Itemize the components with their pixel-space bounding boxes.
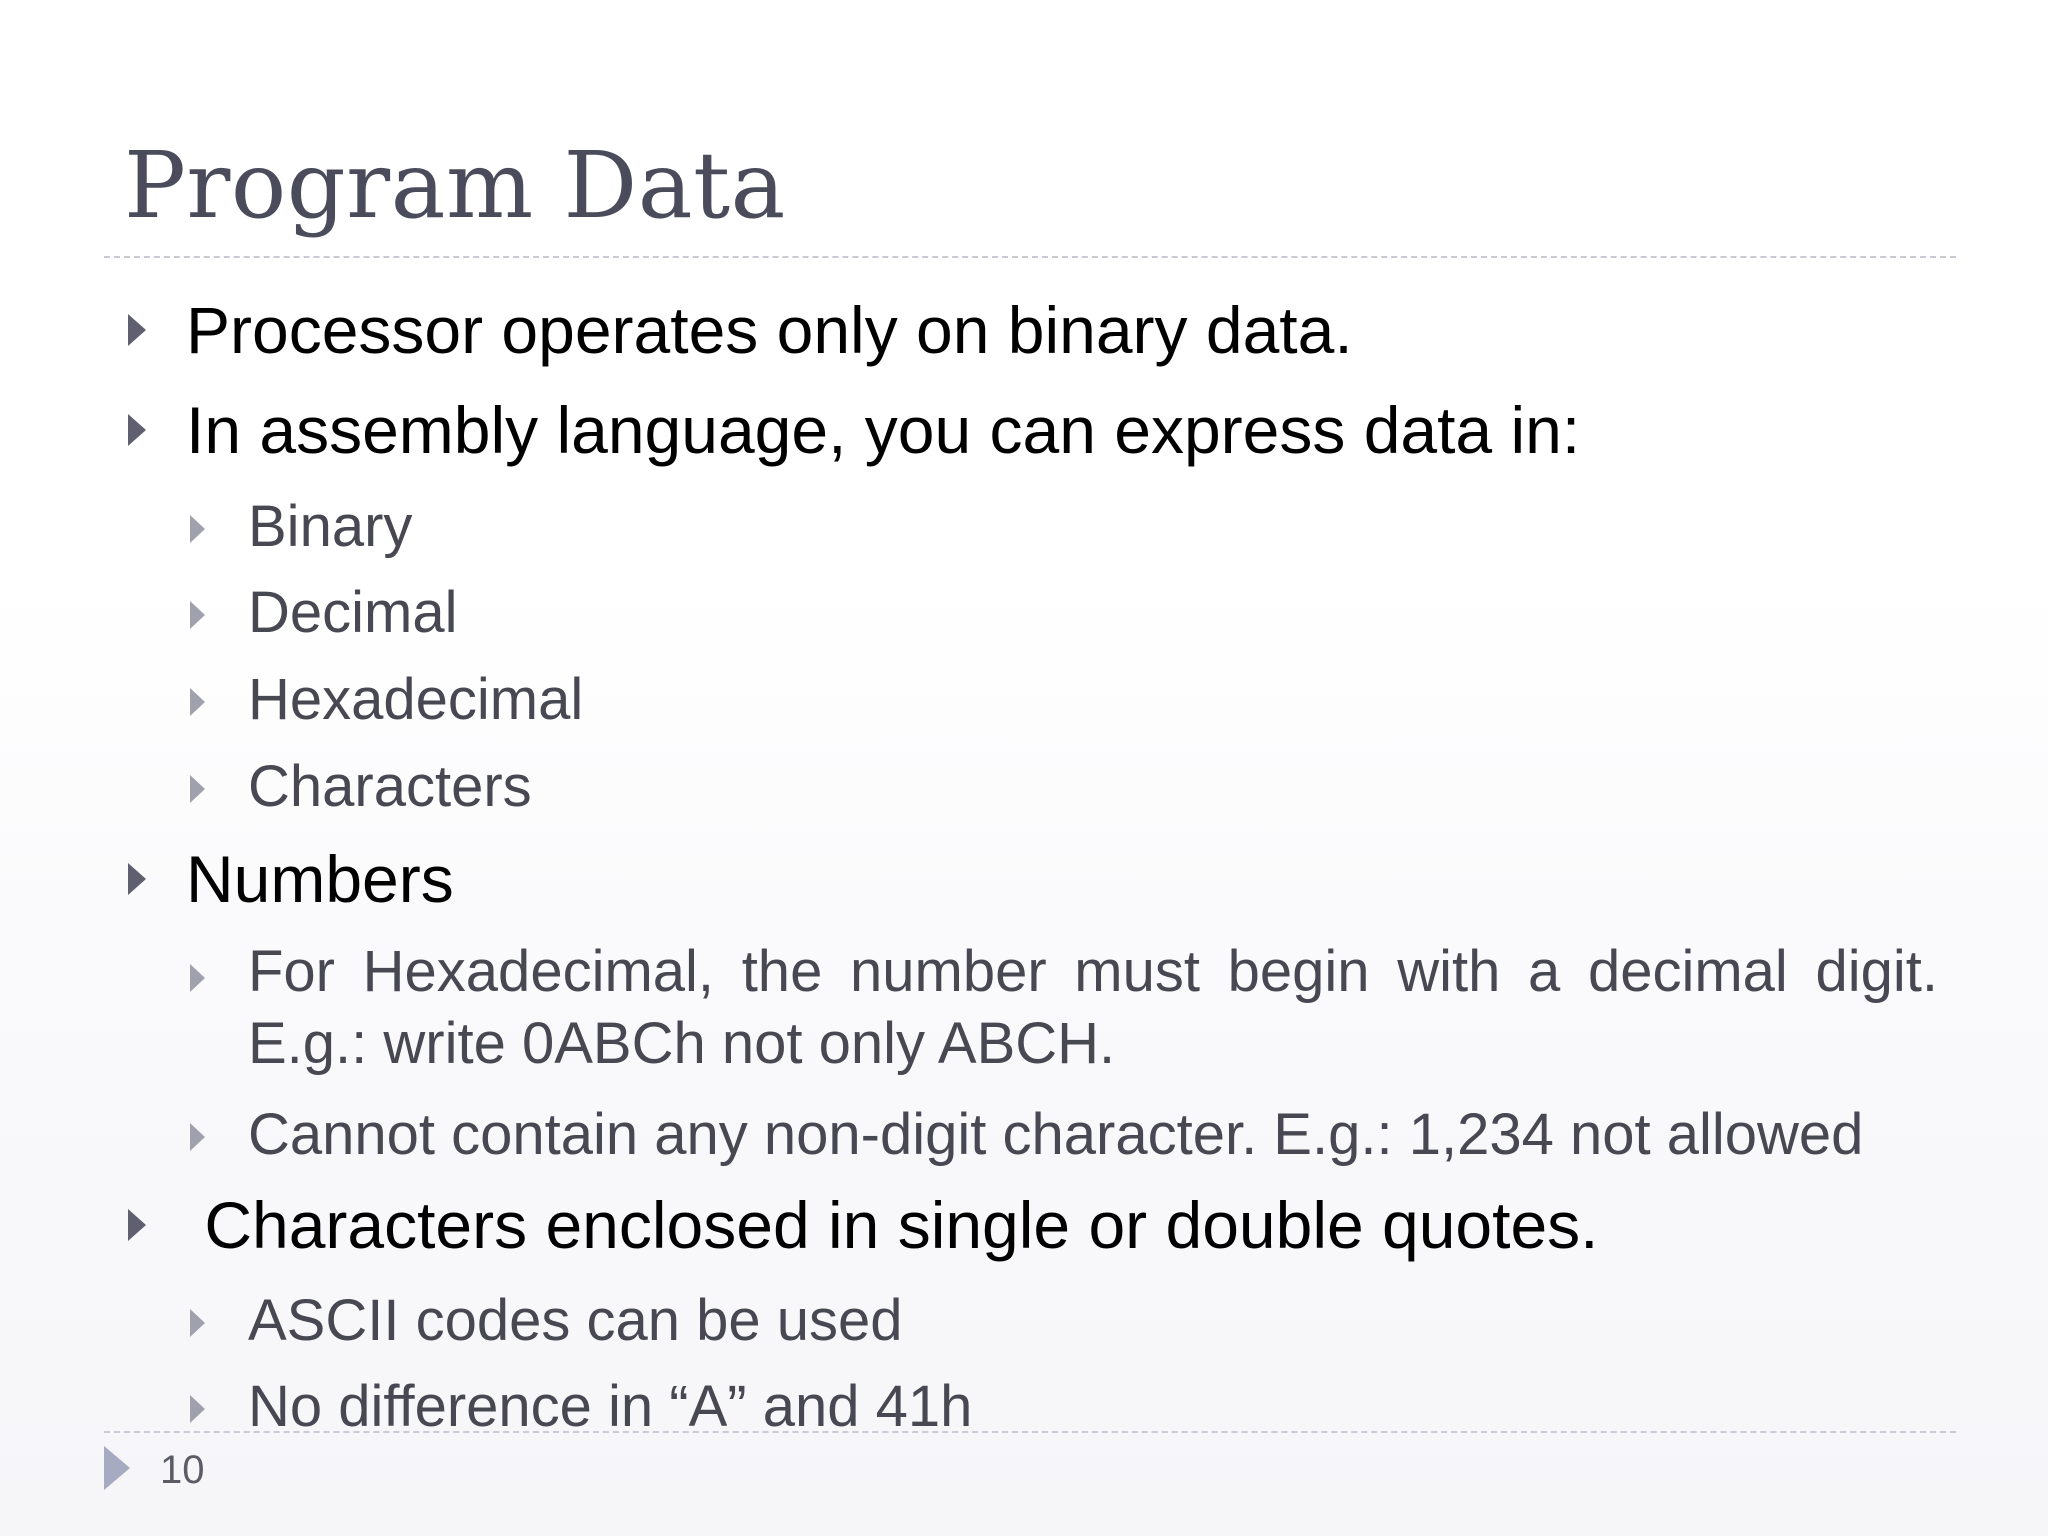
sub-item-ascii-codes: ASCII codes can be used [248, 1288, 903, 1353]
title-divider [104, 256, 1956, 258]
sub-bullet-arrow-icon [190, 688, 205, 716]
sub-bullet-arrow-icon [190, 601, 205, 629]
sub-item-binary: Binary [248, 494, 413, 559]
sub-bullet-arrow-icon [190, 964, 205, 992]
sub-item-hexadecimal: Hexadecimal [248, 667, 584, 732]
bullet-assembly-language: In assembly language, you can express data in: [186, 393, 1581, 467]
bullet-numbers: Numbers [186, 842, 454, 916]
bullet-arrow-icon [128, 863, 146, 895]
bullet-characters-quotes: Characters enclosed in single or double quotes. [186, 1188, 1599, 1262]
sub-item-non-digit-rule: Cannot contain any non-digit character. E.g.: 1,234 not allowed [248, 1102, 1864, 1167]
bullet-binary-data: Processor operates only on binary data. [186, 293, 1353, 367]
sub-bullet-arrow-icon [190, 775, 205, 803]
sub-bullet-arrow-icon [190, 515, 205, 543]
sub-item-characters: Characters [248, 754, 532, 819]
bullet-arrow-icon [128, 414, 146, 446]
sub-item-a-equals-41h: No difference in “A” and 41h [248, 1374, 973, 1439]
sub-item-hex-rule: For Hexadecimal, the number must begin with a decimal digit. E.g.: write 0ABCh not only ABCH. [248, 939, 1938, 1076]
sub-bullet-arrow-icon [190, 1309, 205, 1337]
bullet-arrow-icon [128, 1209, 146, 1241]
page-number: 10 [160, 1448, 205, 1492]
slide-title: Program Data [124, 132, 786, 239]
sub-bullet-arrow-icon [190, 1395, 205, 1423]
footer-arrow-icon [104, 1446, 130, 1490]
sub-bullet-arrow-icon [190, 1123, 205, 1151]
footer-divider [104, 1431, 1956, 1433]
bullet-arrow-icon [128, 314, 146, 346]
sub-item-decimal: Decimal [248, 580, 458, 645]
